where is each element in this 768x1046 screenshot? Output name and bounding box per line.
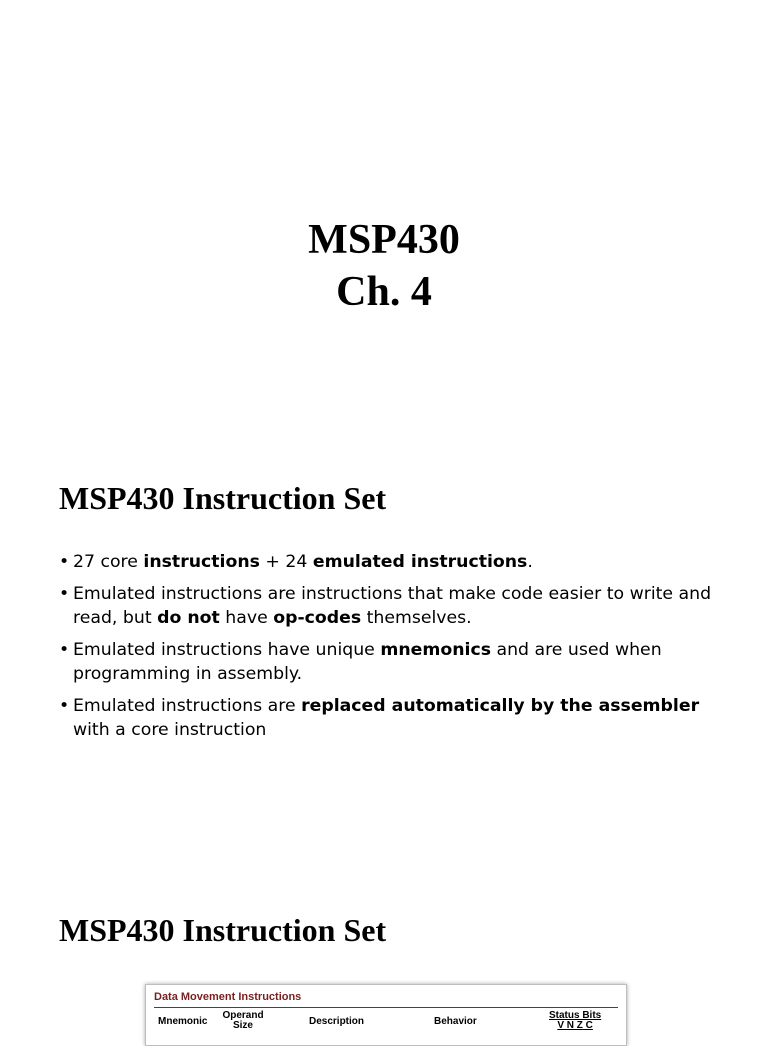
column-header-operand-size: Operand Size bbox=[222, 1010, 264, 1031]
data-movement-table-image bbox=[145, 984, 627, 1046]
column-header-mnemonic: Mnemonic bbox=[158, 1016, 208, 1027]
table-divider bbox=[154, 1007, 618, 1008]
column-header-behavior: Behavior bbox=[434, 1016, 477, 1027]
cover-title-line-2: Ch. 4 bbox=[336, 269, 432, 316]
column-header-status-bits: Status Bits V N Z C bbox=[549, 1010, 602, 1031]
cover-title bbox=[0, 214, 768, 318]
bullet-item: • Emulated instructions are instructions that make code easier to write and read, but do not have op-codes themselves. bbox=[59, 582, 719, 630]
slide-cover bbox=[0, 0, 768, 432]
bullet-item: • Emulated instructions are replaced automatically by the assembler with a core instruction bbox=[59, 694, 719, 742]
cover-title-line-1: MSP430 bbox=[308, 217, 460, 264]
slide-instruction-set-overview bbox=[0, 432, 768, 864]
bullet-item: • 27 core instructions + 24 emulated instructions. bbox=[59, 550, 719, 574]
bullet-item: • Emulated instructions have unique mnemonics and are used when programming in assembly. bbox=[59, 638, 719, 686]
column-header-description: Description bbox=[309, 1016, 365, 1027]
slide-instruction-set-table bbox=[0, 864, 768, 1031]
table-caption: Data Movement Instructions bbox=[154, 991, 302, 1003]
bullet-list bbox=[59, 550, 719, 750]
slide-heading: MSP430 Instruction Set bbox=[59, 480, 387, 516]
table-header-row bbox=[154, 1011, 618, 1031]
slide-heading: MSP430 Instruction Set bbox=[59, 912, 387, 948]
